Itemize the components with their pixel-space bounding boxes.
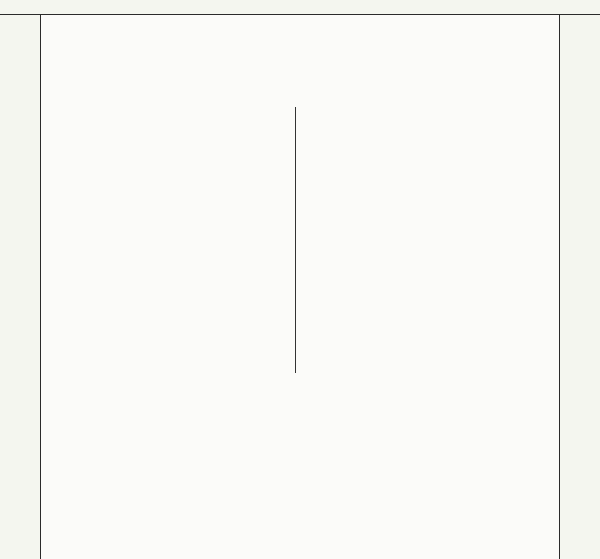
leaf-garland-left-image — [0, 0, 40, 559]
leaf-border-top — [0, 0, 600, 15]
column-divider — [295, 107, 296, 373]
leaf-border-left — [0, 0, 41, 559]
leaf-garland-right-image — [560, 0, 600, 559]
leaf-garland-top-image — [0, 0, 600, 14]
page-content — [41, 15, 559, 559]
leaf-border-right — [559, 0, 600, 559]
